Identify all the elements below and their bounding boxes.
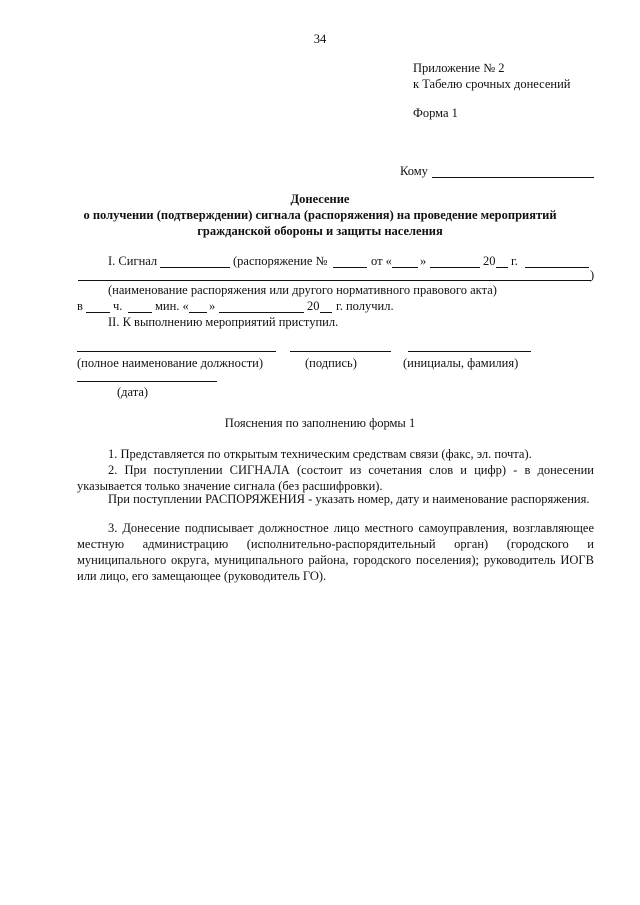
explanation-paragraph-3: При поступлении РАСПОРЯЖЕНИЯ - указать номер, дату и наименование распоряжения. [108,492,590,506]
appendix-line2: к Табелю срочных донесений [413,77,571,91]
report-subtitle-1: о получении (подтверждении) сигнала (распоряжения) на проведение мероприятий [83,208,557,222]
order-year-prefix: 20 [483,254,496,268]
minutes-field[interactable] [128,312,152,313]
signal-label: I. Сигнал [108,254,158,268]
document-name-caption: (наименование распоряжения или другого нормативного правового акта) [108,283,497,297]
document-name-field[interactable] [78,280,591,281]
signature-caption: (подпись) [305,356,357,370]
order-date-close: » [420,254,427,268]
signal-field[interactable] [160,267,230,268]
initials-caption: (инициалы, фамилия) [403,356,519,370]
order-month-field[interactable] [430,267,480,268]
hours-field[interactable] [86,312,110,313]
document-name-close: ) [590,268,595,282]
report-title: Донесение [290,192,350,206]
received-month-field[interactable] [219,312,304,313]
received-label: г. получил. [336,299,394,313]
explanation-paragraph-2: 2. При поступлении СИГНАЛА (состоит из сочетания слов и цифр) - в донесении указывается только значение сигнала (без расшифровки). [77,463,594,493]
section-2-label: II. К выполнению мероприятий приступил. [108,315,339,329]
hours-label: ч. [113,299,123,313]
initials-field[interactable] [408,351,531,352]
date-field[interactable] [77,381,217,382]
time-label: в [77,299,83,313]
order-day-field[interactable] [392,267,418,268]
received-year-prefix: 20 [307,299,320,313]
received-day-field[interactable] [189,312,207,313]
position-caption: (полное наименование должности) [77,356,264,370]
recipient-line[interactable] [432,177,594,178]
position-field[interactable] [77,351,276,352]
order-date-label: от « [371,254,392,268]
page-number: 34 [313,32,327,46]
date-caption: (дата) [117,385,149,399]
appendix-line1: Приложение № 2 [413,61,505,75]
recipient-label: Кому [400,164,428,178]
order-year-suffix: г. [511,254,518,268]
order-label: (распоряжение № [233,254,328,268]
order-number-field[interactable] [333,267,367,268]
explanation-paragraph-1: 1. Представляется по открытым техническим средствам связи (факс, эл. почта). [108,447,532,461]
received-year-field[interactable] [320,312,332,313]
received-day-close: » [209,299,216,313]
signature-field[interactable] [290,351,391,352]
explanations-heading: Пояснения по заполнению формы 1 [224,416,416,430]
form-number: Форма 1 [413,106,458,120]
order-extra-field[interactable] [525,267,589,268]
order-year-field[interactable] [496,267,508,268]
explanation-paragraph-4: 3. Донесение подписывает должностное лицо местного самоуправления, возглавляющее местную администрацию (исполнительно-распорядительный орган) (городского и муниципального округа, муниципального района, городского поселения); руководитель ИОГВ или лицо, его замещающее (руководитель ГО). [77,521,594,583]
report-subtitle-2: гражданской обороны и защиты населения [197,224,443,238]
minutes-label: мин. « [155,299,189,313]
